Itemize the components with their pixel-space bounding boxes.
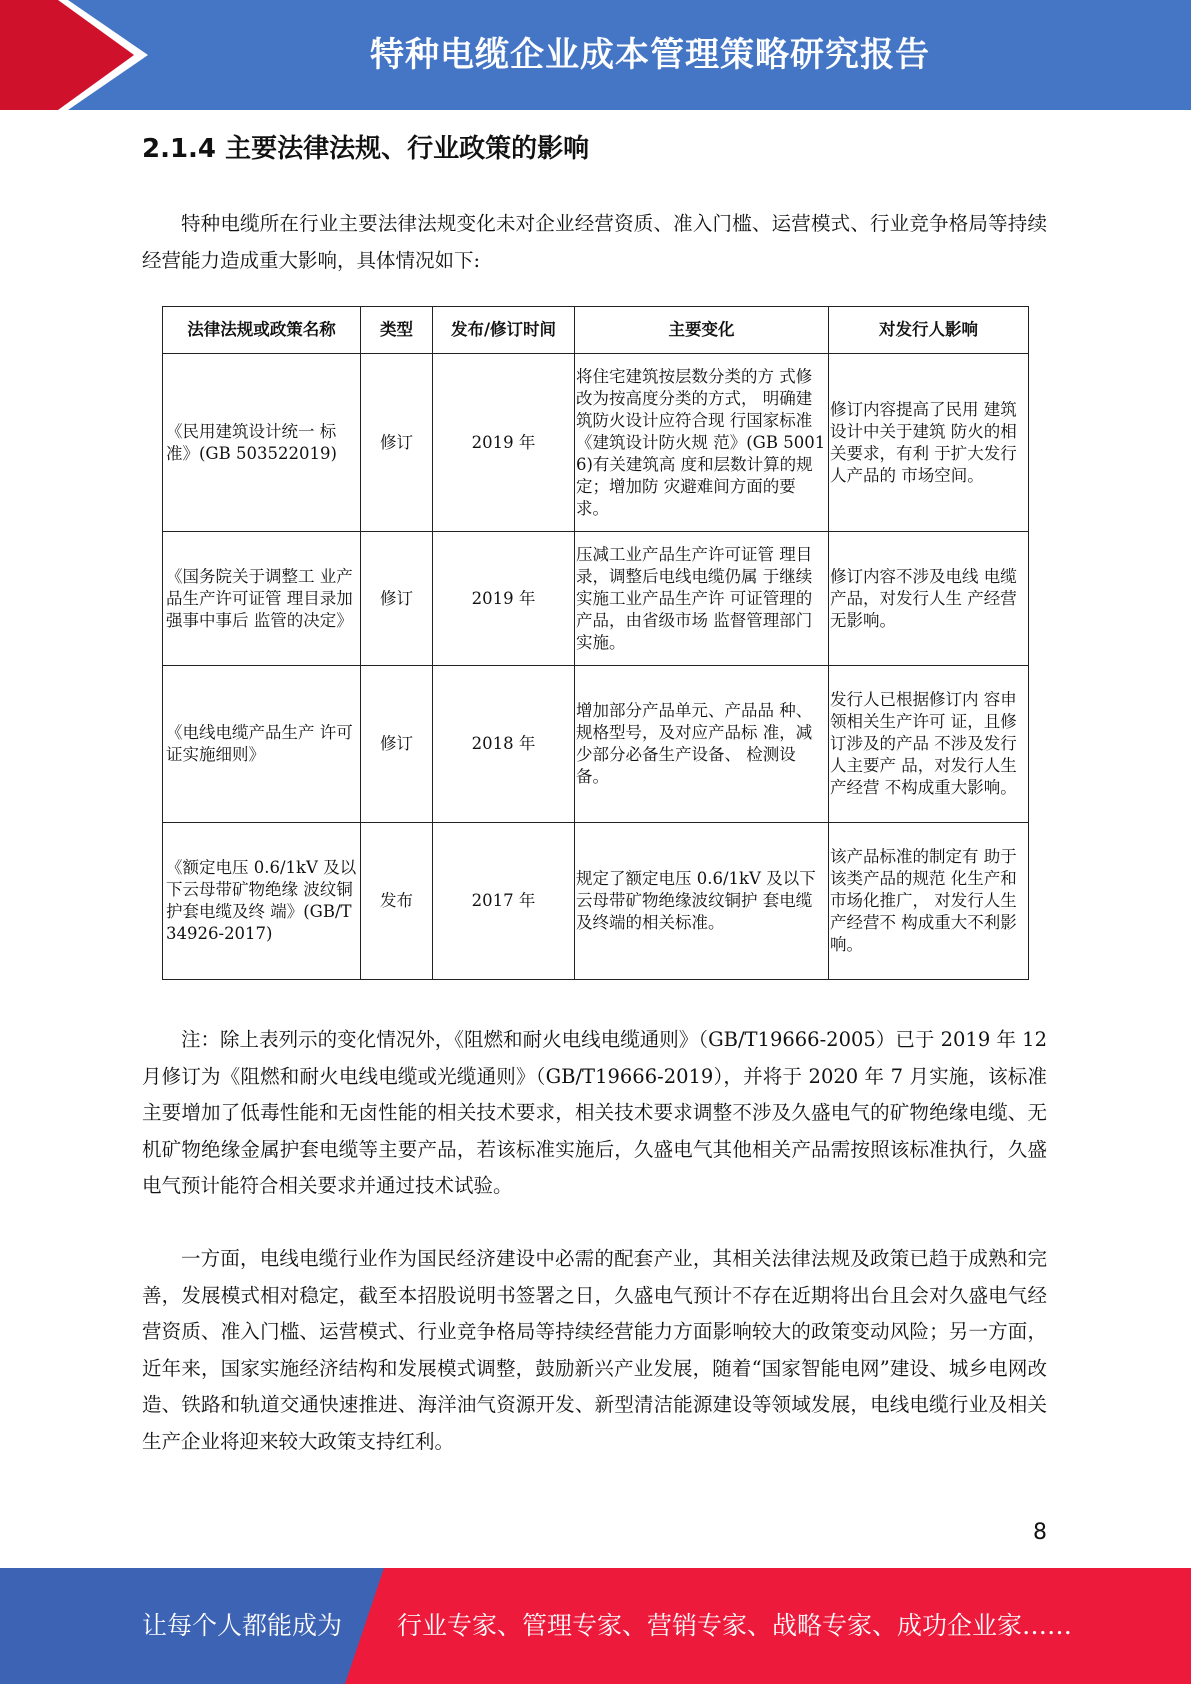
header-impact: 对发行人影响: [829, 307, 1029, 354]
page-number: 8: [1033, 1520, 1047, 1545]
policy-change-cell: 增加部分产品单元、产品品 种、规格型号，及对应产品标 准，减少部分必备生产设备、 检测设备。: [575, 666, 829, 823]
header-date: 发布/修订时间: [433, 307, 575, 354]
header-chevron-decoration: [0, 0, 150, 110]
policy-outlook-paragraph: 一方面，电线电缆行业作为国民经济建设中必需的配套产业，其相关法律法规及政策已趋于成熟和完善，发展模式相对稳定，截至本招股说明书签署之日，久盛电气预计不存在近期将出台且会对久盛电气经营资质、准入门槛、运营模式、行业竞争格局等持续经营能力方面影响较大的政策变动风险；另一方面，近年来，国家实施经济结构和发展模式调整，鼓励新兴产业发展，随着“国家智能电网”建设、城乡电网改造、铁路和轨道交通快速推进、海洋油气资源开发、新型清洁能源建设等领域发展，电线电缆行业及相关生产企业将迎来较大政策支持红利。: [142, 1247, 1047, 1453]
table-row: [163, 666, 1029, 823]
page-header: [0, 0, 1191, 110]
note-paragraph: 注：除上表列示的变化情况外，《阻燃和耐火电线电缆通则》（GB/T19666-2005）已于 2019 年 12 月修订为《阻燃和耐火电线电缆或光缆通则》（GB/T19666-2019），并将于 2020 年 7 月实施，该标准主要增加了低毒性能和无卤性能的相关技术要求，相关技术要求调整不涉及久盛电气的矿物绝缘电缆、无机矿物绝缘金属护套电缆等主要产品，若该标准实施后，久盛电气其他相关产品需按照该标准执行，久盛电气预计能符合相关要求并通过技术试验。: [142, 1028, 1047, 1197]
policy-table: [162, 306, 1029, 980]
page-footer: [0, 1568, 1191, 1684]
policy-impact-cell: 修订内容不涉及电线 电缆产品，对发行人生 产经营无影响。: [829, 532, 1029, 666]
policy-name-cell: 《民用建筑设计统一 标准》(GB 503522019): [163, 354, 361, 532]
policy-change-cell: 压减工业产品生产许可证管 理目录，调整后电线电缆仍属 于继续实施工业产品生产许 可证管理的产品，由省级市场 监督管理部门实施。: [575, 532, 829, 666]
policy-name-cell: 《额定电压 0.6/1kV 及以下云母带矿物绝缘 波纹铜护套电缆及终 端》(GB/T 34926-2017): [163, 823, 361, 980]
table-row: [163, 532, 1029, 666]
policy-impact-cell: 该产品标准的制定有 助于该类产品的规范 化生产和市场化推广， 对发行人生产经营不 构成重大不利影响。: [829, 823, 1029, 980]
policy-date-cell: 2018 年: [433, 666, 575, 823]
table-row: [163, 354, 1029, 532]
policy-impact-cell: 发行人已根据修订内 容申领相关生产许可 证，且修订涉及的产品 不涉及发行人主要产 品，对发行人生产经营 不构成重大影响。: [829, 666, 1029, 823]
intro-paragraph: 特种电缆所在行业主要法律法规变化未对企业经营资质、准入门槛、运营模式、行业竞争格局等持续经营能力造成重大影响，具体情况如下:: [142, 212, 1047, 272]
header-type: 类型: [361, 307, 433, 354]
policy-type-cell: 修订: [361, 666, 433, 823]
policy-type-cell: 修订: [361, 532, 433, 666]
policy-name-cell: 《电线电缆产品生产 许可证实施细则》: [163, 666, 361, 823]
policy-date-cell: 2019 年: [433, 354, 575, 532]
policy-type-cell: 修订: [361, 354, 433, 532]
policy-change-cell: 将住宅建筑按层数分类的方 式修改为按高度分类的方式， 明确建筑防火设计应符合现 行国家标准《建筑设计防火规 范》(GB 50016)有关建筑高 度和层数计算的规定；增加防 灾避难间方面的要求。: [575, 354, 829, 532]
policy-date-cell: 2017 年: [433, 823, 575, 980]
policy-change-cell: 规定了额定电压 0.6/1kV 及以下云母带矿物绝缘波纹铜护 套电缆及终端的相关标准。: [575, 823, 829, 980]
table-header-row: [163, 307, 1029, 354]
policy-impact-cell: 修订内容提高了民用 建筑设计中关于建筑 防火的相关要求，有利 于扩大发行人产品的 市场空间。: [829, 354, 1029, 532]
report-title: 特种电缆企业成本管理策略研究报告: [370, 35, 930, 75]
table-row: [163, 823, 1029, 980]
policy-type-cell: 发布: [361, 823, 433, 980]
header-name: 法律法规或政策名称: [163, 307, 361, 354]
footer-slogan-right: 行业专家、管理专家、营销专家、战略专家、成功企业家……: [397, 1611, 1073, 1640]
policy-date-cell: 2019 年: [433, 532, 575, 666]
policy-name-cell: 《国务院关于调整工 业产品生产许可证管 理目录加强事中事后 监管的决定》: [163, 532, 361, 666]
section-heading: 2.1.4 主要法律法规、行业政策的影响: [142, 134, 590, 164]
header-change: 主要变化: [575, 307, 829, 354]
footer-slogan-left: 让每个人都能成为: [142, 1611, 343, 1640]
